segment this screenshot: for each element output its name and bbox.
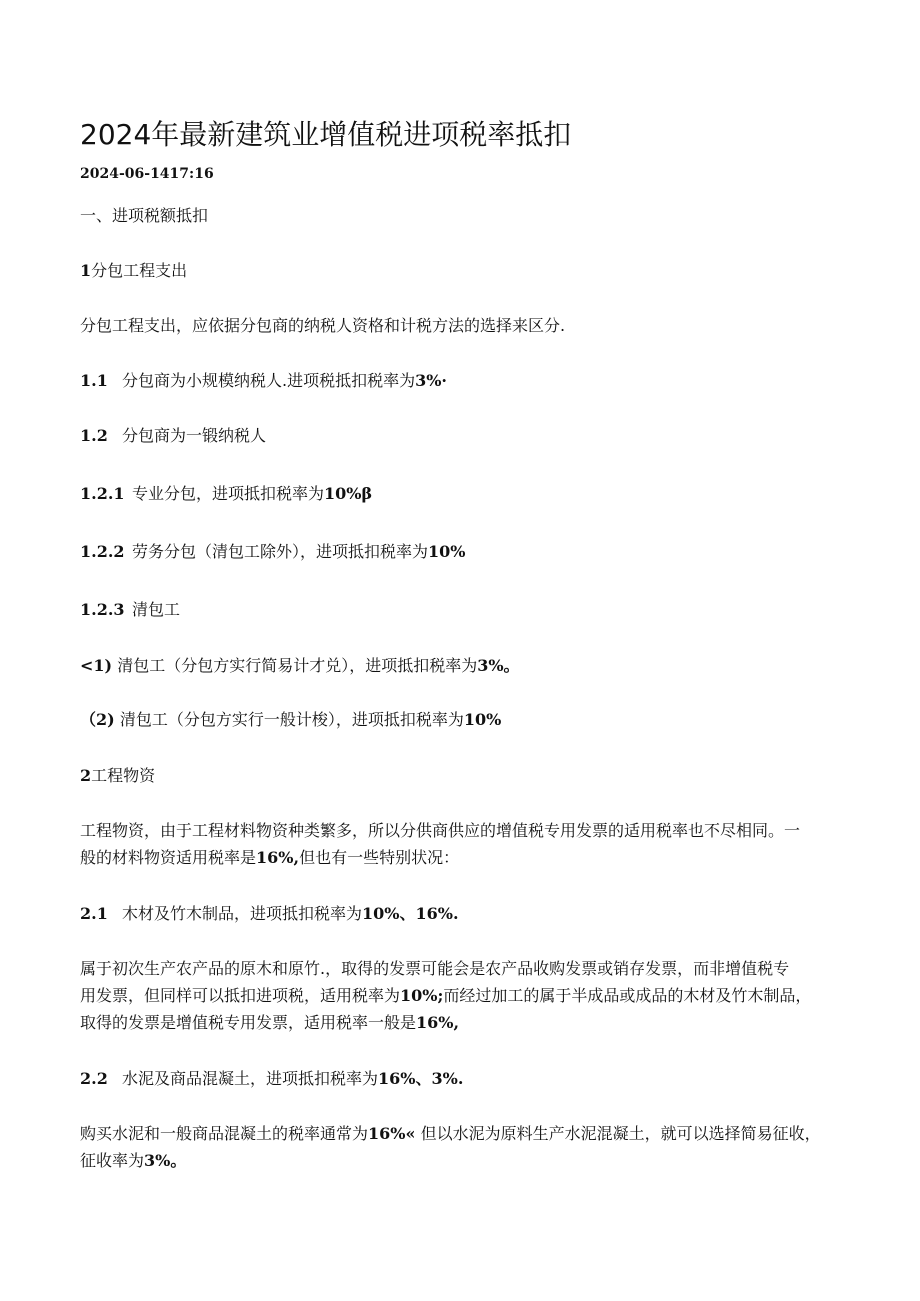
item-2-1 xyxy=(80,901,459,924)
heading-materials xyxy=(80,763,155,786)
clause-2 xyxy=(80,707,501,730)
item-rate: 10% xyxy=(428,542,466,561)
item-number: 1.2.2 xyxy=(80,542,125,561)
item-number: 1.2 xyxy=(80,426,108,445)
item-number: 1.2.3 xyxy=(80,600,125,619)
section-heading-1: 一、进项税额抵扣 xyxy=(80,206,209,225)
heading-text: 工程物资 xyxy=(91,766,156,785)
clause-rate: 3%。 xyxy=(477,656,520,675)
item-rate: 10%β xyxy=(324,484,373,503)
text-run: 般的材料物资适用税率是 xyxy=(80,848,257,867)
item-text: 清包工 xyxy=(132,600,181,619)
item-number: 2.2 xyxy=(80,1069,108,1088)
clause-text: 清包工（分包方实行一般计梭），进项抵扣税率为 xyxy=(119,710,464,729)
item-1-1 xyxy=(80,368,447,391)
item-2-2 xyxy=(80,1066,463,1089)
text-run: 征收率为 xyxy=(80,1151,145,1170)
text-run: 而经过加工的属于半成品或成品的木材及竹木制品， xyxy=(443,986,812,1005)
paragraph-wood-line-3 xyxy=(80,1010,459,1033)
item-1-2-3 xyxy=(80,597,180,620)
paragraph-wood-line-2 xyxy=(80,983,811,1006)
item-1-2 xyxy=(80,423,266,446)
clause-rate: 10% xyxy=(463,710,502,729)
text-run: 但也有一些特别状况： xyxy=(299,848,460,867)
rate-value: 10%; xyxy=(400,986,444,1005)
item-text: 木材及竹木制品，进项抵扣税率为 xyxy=(122,904,363,923)
item-rate: 3%· xyxy=(415,371,447,390)
paragraph-materials-line-2 xyxy=(80,845,459,868)
text-run: 购买水泥和一般商品混凝土的税率通常为 xyxy=(80,1124,369,1143)
paragraph-subcontract: 分包工程支出，应依据分包商的纳税人资格和计税方法的选择来区分. xyxy=(80,316,566,335)
item-rate: 10%、16%. xyxy=(362,904,459,923)
heading-text: 分包工程支出 xyxy=(91,261,188,280)
text-run: 但以水泥为原料生产水泥混凝土，就可以选择简易征收， xyxy=(420,1124,821,1143)
rate-value: 16%« xyxy=(368,1124,416,1143)
heading-number: 1 xyxy=(80,261,92,280)
publish-date: 2024-06-1417:16 xyxy=(80,166,214,182)
paragraph-wood-line-1: 属于初次生产农产品的原木和原竹.，取得的发票可能会是农产品收购发票或销存发票，而非增值税专 xyxy=(80,959,790,978)
item-text: 专业分包，进项抵扣税率为 xyxy=(132,484,325,503)
item-text: 劳务分包（清包工除外），进项抵扣税率为 xyxy=(132,542,429,561)
item-number: 1.1 xyxy=(80,371,108,390)
item-text: 分包商为小规模纳税人.进项税抵扣税率为 xyxy=(122,371,416,390)
item-text: 水泥及商品混凝土，进项抵扣税率为 xyxy=(122,1069,379,1088)
item-number: 2.1 xyxy=(80,904,108,923)
paragraph-cement-line-2 xyxy=(80,1148,186,1171)
item-1-2-2 xyxy=(80,539,465,562)
heading-number: 2 xyxy=(80,766,92,785)
heading-subcontract xyxy=(80,258,187,281)
paragraph-materials-line-1: 工程物资，由于工程材料物资种类繁多，所以分供商供应的增值税专用发票的适用税率也不尽相同。一 xyxy=(80,821,801,840)
clause-1 xyxy=(80,653,520,676)
item-1-2-1 xyxy=(80,481,372,504)
clause-number: <1) xyxy=(80,656,113,675)
rate-value: 16%, xyxy=(256,848,300,867)
clause-text: 清包工（分包方实行简易计才兑），进项抵扣税率为 xyxy=(117,656,478,675)
text-run: 用发票，但同样可以抵扣进项税，适用税率为 xyxy=(80,986,401,1005)
rate-value: 3%。 xyxy=(144,1151,187,1170)
item-rate: 16%、3%. xyxy=(378,1069,464,1088)
text-run: 取得的发票是增值税专用发票，适用税率一般是 xyxy=(80,1013,417,1032)
rate-value: 16%, xyxy=(416,1013,460,1032)
document-title: 2024年最新建筑业增值税进项税率抵扣 xyxy=(80,118,572,151)
clause-number: （2) xyxy=(80,710,115,729)
item-text: 分包商为一锻纳税人 xyxy=(122,426,267,445)
item-number: 1.2.1 xyxy=(80,484,125,503)
paragraph-cement-line-1 xyxy=(80,1121,821,1144)
